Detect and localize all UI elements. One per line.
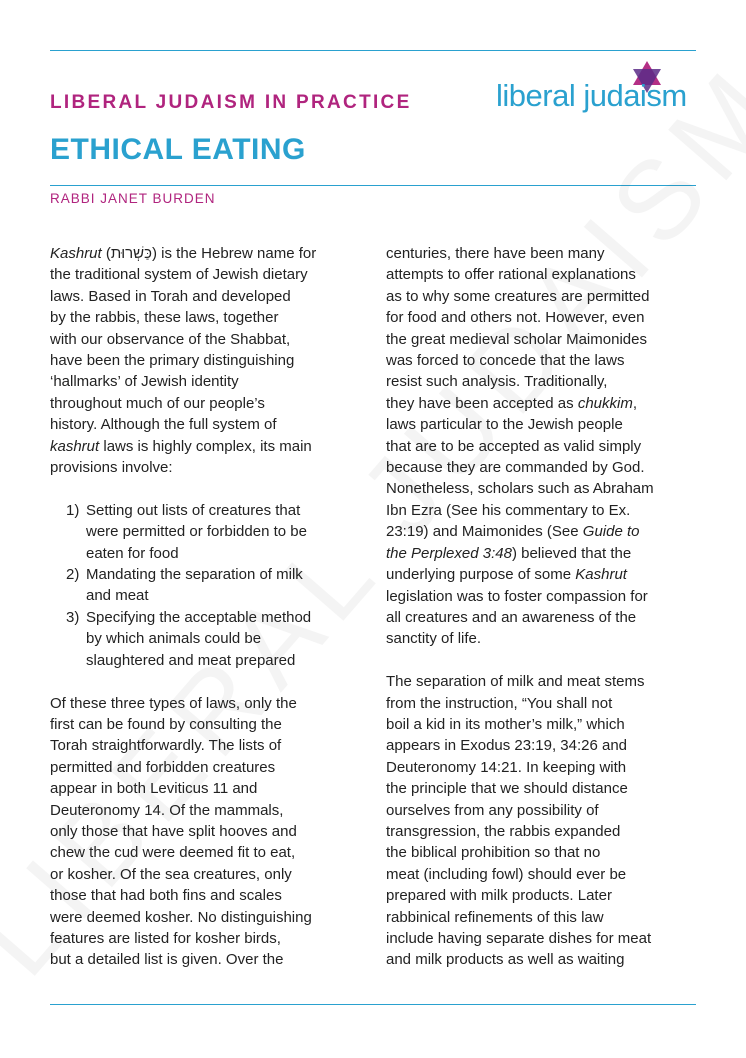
text-line: sanctity of life. — [386, 630, 482, 648]
text-line: all creatures and an awareness of the — [386, 608, 637, 626]
text-line: with our observance of the Shabbat, — [50, 330, 291, 348]
text-line: Deuteronomy 14:21. In keeping with — [386, 758, 627, 776]
provisions-list — [50, 500, 362, 671]
text-line: laws. Based in Torah and developed — [50, 287, 291, 305]
term-kashrut: Kashrut — [50, 245, 102, 262]
text-fragment: ) believed that the — [511, 544, 632, 562]
text-line: rabbinical refinements of this law — [386, 908, 604, 926]
text-line: Deuteronomy 14. Of the mammals, — [50, 801, 284, 819]
text-line: for food and others not. However, even — [386, 309, 645, 327]
text-line: or kosher. Of the sea creatures, only — [50, 865, 292, 883]
list-number: 3) — [66, 608, 80, 626]
page-title: ETHICAL EATING — [50, 133, 306, 166]
list-text: Specifying the acceptable method — [86, 608, 312, 626]
text-line: history. Although the full system of — [50, 416, 277, 434]
text-fragment: 23:19) and Maimonides (See — [386, 523, 583, 541]
text-line: permitted and forbidden creatures — [50, 758, 276, 776]
text-line: Ibn Ezra (See his commentary to Ex. — [386, 501, 631, 519]
text-line: chew the cud were deemed fit to eat, — [50, 844, 296, 862]
liberal-judaism-logo — [496, 60, 701, 122]
text-fragment: underlying purpose of some — [386, 566, 576, 584]
text-line: was forced to concede that the laws — [386, 352, 625, 370]
text-line: but a detailed list is given. Over the — [50, 951, 284, 969]
bottom-rule — [50, 1004, 696, 1005]
text-line: as to why some creatures are permitted — [386, 287, 650, 305]
text-line: the great medieval scholar Maimonides — [386, 330, 647, 348]
text-line: laws particular to the Jewish people — [386, 416, 623, 434]
list-text: eaten for food — [86, 544, 179, 562]
text-line: only those that have split hooves and — [50, 822, 297, 840]
text-line: the biblical prohibition so that no — [386, 844, 601, 862]
text-fragment: , — [632, 394, 637, 412]
text-line: transgression, the rabbis expanded — [386, 822, 621, 840]
text-line: first can be found by consulting the — [50, 715, 282, 733]
text-line — [386, 521, 698, 542]
text-line: ourselves from any possibility of — [386, 801, 599, 819]
list-text: were permitted or forbidden to be — [86, 523, 307, 541]
text-line: and milk products as well as waiting — [386, 951, 625, 969]
text-line: Of these three types of laws, only the — [50, 694, 297, 712]
text-line: those that had both fins and scales — [50, 887, 282, 905]
text-line: throughout much of our people’s — [50, 394, 265, 412]
list-item — [50, 500, 362, 521]
text-line: appear in both Leviticus 11 and — [50, 780, 258, 798]
text-line: that are to be accepted as valid simply — [386, 437, 642, 455]
text-line: because they are commanded by God. — [386, 459, 645, 477]
logo-text: liberal judaism — [496, 78, 687, 113]
text-line — [386, 393, 698, 414]
text-line: provisions involve: — [50, 459, 173, 477]
top-rule — [50, 50, 696, 51]
text-line: boil a kid in its mother’s milk,” which — [386, 715, 625, 733]
term-kashrut: kashrut — [50, 437, 100, 455]
list-text: Setting out lists of creatures that — [86, 501, 301, 519]
series-title: LIBERAL JUDAISM IN PRACTICE — [50, 92, 412, 113]
text-line: ‘hallmarks’ of Jewish identity — [50, 373, 239, 391]
text-line — [50, 436, 362, 457]
text-line — [386, 543, 698, 564]
text-line: features are listed for kosher birds, — [50, 929, 281, 947]
list-number: 1) — [66, 501, 80, 519]
text-line: prepared with milk products. Later — [386, 887, 612, 905]
text-line: the traditional system of Jewish dietary — [50, 266, 308, 284]
text-fragment: laws is highly complex, its main — [99, 437, 312, 455]
list-item — [50, 607, 362, 628]
text-line: were deemed kosher. No distinguishing — [50, 908, 312, 926]
term-kashrut: Kashrut — [575, 566, 627, 584]
text-line: meat (including fowl) should ever be — [386, 865, 627, 883]
list-text: and meat — [86, 587, 149, 605]
text-line: from the instruction, “You shall not — [386, 694, 613, 712]
text-line — [50, 243, 362, 264]
text-fragment: they have been accepted as — [386, 394, 578, 412]
text-line: appears in Exodus 23:19, 34:26 and — [386, 737, 628, 755]
text-line: the principle that we should distance — [386, 780, 628, 798]
text-fragment: is the Hebrew name for — [156, 245, 317, 262]
text-line: attempts to offer rational explanations — [386, 266, 636, 284]
text-line: centuries, there have been many — [386, 245, 605, 262]
list-text: Mandating the separation of milk — [86, 566, 303, 584]
list-number: 2) — [66, 566, 80, 584]
book-title: the Perplexed 3:48 — [386, 544, 512, 562]
text-line: have been the primary distinguishing — [50, 352, 295, 370]
text-line: The separation of milk and meat stems — [386, 673, 645, 691]
text-line: Torah straightforwardly. The lists of — [50, 737, 282, 755]
hebrew-term: (כַּשְׁרוּת) — [105, 245, 157, 262]
book-title: Guide to — [582, 523, 640, 541]
text-line: include having separate dishes for meat — [386, 929, 652, 947]
text-line — [386, 564, 698, 585]
list-item — [50, 564, 362, 585]
term-chukkim: chukkim — [577, 394, 633, 412]
author-name: RABBI JANET BURDEN — [50, 191, 216, 206]
list-text: by which animals could be — [86, 630, 262, 648]
right-column — [386, 243, 698, 971]
text-line: Nonetheless, scholars such as Abraham — [386, 480, 654, 498]
list-text: slaughtered and meat prepared — [86, 651, 296, 669]
text-line: resist such analysis. Traditionally, — [386, 373, 608, 391]
header-rule — [50, 185, 696, 186]
left-column — [50, 243, 362, 971]
text-line: by the rabbis, these laws, together — [50, 309, 279, 327]
text-line: legislation was to foster compassion for — [386, 587, 648, 605]
